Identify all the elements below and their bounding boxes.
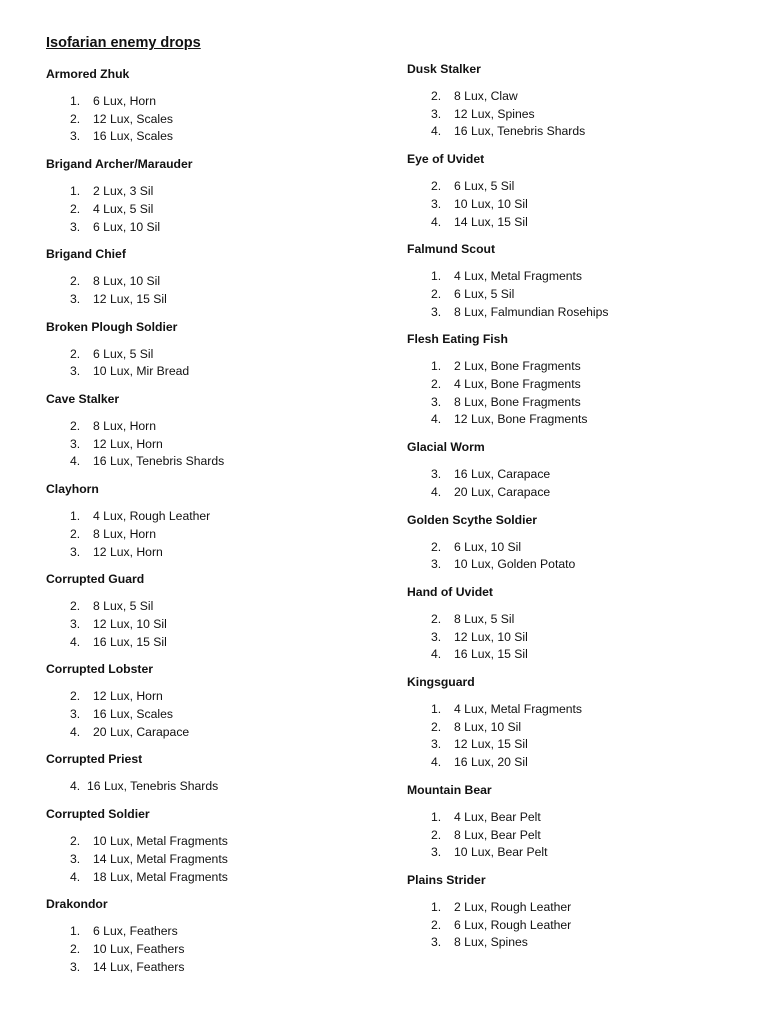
drop-number: 2. — [431, 917, 442, 932]
drop-item — [46, 598, 376, 616]
left-column — [46, 66, 376, 986]
drop-text: 10 Lux, Golden Potato — [454, 557, 576, 572]
drop-item — [46, 93, 376, 111]
drop-text: 16 Lux, 15 Sil — [454, 647, 528, 662]
drop-text: 12 Lux, 10 Sil — [93, 616, 167, 631]
drop-number: 4. — [431, 755, 442, 770]
drop-list — [46, 273, 376, 308]
drop-list — [407, 539, 747, 574]
drop-list — [46, 346, 376, 381]
right-column — [407, 61, 747, 962]
drop-number: 3. — [70, 851, 81, 866]
drop-list — [46, 598, 376, 651]
drop-number: 2. — [70, 834, 81, 849]
drop-item — [46, 291, 376, 309]
drop-list — [46, 508, 376, 561]
drop-text: 12 Lux, 15 Sil — [93, 291, 167, 306]
drop-text: 12 Lux, 15 Sil — [454, 737, 528, 752]
drop-list — [46, 418, 376, 471]
drop-list — [407, 466, 747, 501]
drop-item — [407, 394, 747, 412]
enemy-section-glacial-worm — [407, 439, 747, 501]
drop-text: 8 Lux, 5 Sil — [93, 599, 154, 614]
drop-text: 16 Lux, Tenebris Shards — [93, 454, 225, 469]
drop-item — [46, 508, 376, 526]
enemy-section-corrupted-lobster — [46, 661, 376, 741]
enemy-section-kingsguard — [407, 674, 747, 772]
drop-number: 2. — [70, 201, 81, 216]
enemy-name: Clayhorn — [46, 482, 99, 497]
drop-number: 2. — [431, 377, 442, 392]
drop-item — [46, 346, 376, 364]
drop-item — [407, 214, 747, 232]
drop-number: 3. — [70, 436, 81, 451]
drop-text: 2 Lux, Rough Leather — [454, 899, 572, 914]
enemy-name: Falmund Scout — [407, 242, 496, 257]
drop-number: 1. — [70, 184, 81, 199]
drop-number: 4. — [70, 869, 81, 884]
drop-text: 4 Lux, Bear Pelt — [454, 809, 541, 824]
enemy-section-brigand-archer-marauder — [46, 156, 376, 236]
drop-item — [46, 688, 376, 706]
drop-number: 3. — [431, 935, 442, 950]
enemy-section-golden-scythe-soldier — [407, 512, 747, 574]
drop-text: 8 Lux, Falmundian Rosehips — [454, 304, 609, 319]
enemy-section-cave-stalker — [46, 391, 376, 471]
drop-text: 8 Lux, 10 Sil — [93, 274, 161, 289]
drop-item — [46, 544, 376, 562]
drop-text: 4 Lux, Metal Fragments — [454, 702, 583, 717]
drop-text: 6 Lux, 10 Sil — [93, 219, 161, 234]
drop-number: 3. — [431, 629, 442, 644]
drop-item — [46, 111, 376, 129]
drop-list — [407, 358, 747, 429]
drop-text: 20 Lux, Carapace — [93, 724, 190, 739]
enemy-section-corrupted-soldier — [46, 806, 376, 886]
drop-text: 10 Lux, Bear Pelt — [454, 845, 548, 860]
drop-number: 2. — [70, 941, 81, 956]
drop-item — [407, 358, 747, 376]
drop-number: 4. — [70, 634, 81, 649]
drop-list — [46, 183, 376, 236]
drop-text: 4 Lux, Rough Leather — [93, 509, 211, 524]
drop-number: 3. — [431, 304, 442, 319]
enemy-name: Plains Strider — [407, 872, 486, 887]
drop-number: 1. — [431, 702, 442, 717]
drop-list — [407, 701, 747, 772]
drop-number: 4. — [431, 647, 442, 662]
enemy-name: Broken Plough Soldier — [46, 319, 178, 334]
page-title: Isofarian enemy drops — [46, 35, 201, 51]
drop-text: 10 Lux, 10 Sil — [454, 196, 528, 211]
enemy-name: Kingsguard — [407, 675, 475, 690]
drop-number: 2. — [431, 89, 442, 103]
drop-text: 6 Lux, 5 Sil — [454, 179, 515, 194]
drop-text: 6 Lux, 5 Sil — [454, 286, 515, 301]
drop-item — [407, 629, 747, 647]
drop-item — [407, 466, 747, 484]
drop-text: 8 Lux, 10 Sil — [454, 719, 522, 734]
enemy-name: Glacial Worm — [407, 440, 485, 455]
drop-text: 16 Lux, Tenebris Shards — [454, 124, 586, 139]
enemy-name: Mountain Bear — [407, 782, 492, 797]
drop-number: 3. — [431, 467, 442, 482]
drop-text: 8 Lux, Horn — [93, 526, 157, 541]
enemy-name: Golden Scythe Soldier — [407, 512, 538, 527]
enemy-section-falmund-scout — [407, 241, 747, 321]
drop-item — [46, 219, 376, 237]
drop-item — [407, 701, 747, 719]
enemy-section-drakondor — [46, 896, 376, 976]
enemy-section-corrupted-priest — [46, 751, 376, 796]
drop-text: 6 Lux, Feathers — [93, 924, 178, 939]
drop-item — [407, 754, 747, 772]
drop-number: 1. — [70, 509, 81, 524]
drop-number: 3. — [431, 196, 442, 211]
drop-text: 20 Lux, Carapace — [454, 484, 551, 499]
drop-list — [407, 809, 747, 862]
drop-number: 2. — [70, 526, 81, 541]
drop-number: 2. — [431, 179, 442, 194]
drop-text: 12 Lux, Scales — [93, 111, 173, 126]
drop-item — [407, 934, 747, 952]
drop-number: 3. — [70, 544, 81, 559]
enemy-section-plains-strider — [407, 872, 747, 952]
drop-text: 12 Lux, Horn — [93, 436, 163, 451]
drop-text: 14 Lux, 15 Sil — [454, 214, 528, 229]
drop-list — [407, 178, 747, 231]
drop-item — [46, 869, 376, 887]
drop-text: 12 Lux, Bone Fragments — [454, 412, 588, 427]
drop-list — [407, 611, 747, 664]
drop-number: 1. — [431, 899, 442, 914]
enemy-name: Drakondor — [46, 897, 108, 912]
drop-text: 4 Lux, Bone Fragments — [454, 377, 581, 392]
enemy-name: Corrupted Guard — [46, 572, 145, 587]
drop-number: 3. — [70, 129, 81, 144]
drop-number: 2. — [70, 689, 81, 704]
drop-number: 4. — [70, 454, 81, 469]
drop-item — [407, 539, 747, 557]
drop-item — [46, 851, 376, 869]
drop-number: 2. — [431, 719, 442, 734]
drop-number: 2. — [70, 111, 81, 126]
drop-item — [407, 917, 747, 935]
drop-text: 2 Lux, 3 Sil — [93, 184, 154, 199]
drop-item — [46, 183, 376, 201]
drop-number: 2. — [431, 611, 442, 626]
drop-item — [46, 128, 376, 146]
drop-text: 10 Lux, Mir Bread — [93, 364, 190, 379]
drop-number: 3. — [431, 394, 442, 409]
drop-item — [46, 833, 376, 851]
drop-number: 2. — [431, 539, 442, 554]
drop-item — [407, 484, 747, 502]
drop-item — [407, 556, 747, 574]
drop-text: 16 Lux, Carapace — [454, 467, 551, 482]
drop-number: 1. — [431, 809, 442, 824]
drop-text: 6 Lux, 5 Sil — [93, 346, 154, 361]
drop-item — [407, 899, 747, 917]
drop-text: 16 Lux, Tenebris Shards — [87, 779, 219, 794]
drop-number: 3. — [431, 557, 442, 572]
drop-item — [46, 959, 376, 977]
drop-number: 1. — [431, 269, 442, 284]
drop-list — [407, 899, 747, 952]
enemy-name: Corrupted Lobster — [46, 662, 153, 677]
drop-item — [407, 123, 747, 141]
drop-item — [407, 844, 747, 862]
enemy-name: Eye of Uvidet — [407, 152, 485, 167]
drop-item — [407, 736, 747, 754]
drop-number: 4. — [70, 724, 81, 739]
drop-item — [407, 809, 747, 827]
enemy-section-broken-plough-soldier — [46, 319, 376, 381]
drop-item — [407, 827, 747, 845]
drop-text: 8 Lux, Bone Fragments — [454, 394, 581, 409]
drop-number: 2. — [431, 827, 442, 842]
drop-number: 2. — [431, 286, 442, 301]
drop-text: 10 Lux, Metal Fragments — [93, 834, 228, 849]
drop-number: 4. — [431, 124, 442, 139]
enemy-name: Corrupted Soldier — [46, 807, 150, 822]
drop-item — [407, 286, 747, 304]
drop-item — [407, 719, 747, 737]
drop-text: 4 Lux, Metal Fragments — [454, 269, 583, 284]
drop-number: 3. — [70, 291, 81, 306]
enemy-name: Hand of Uvidet — [407, 584, 493, 599]
drop-item — [407, 304, 747, 322]
drop-number: 1. — [431, 359, 442, 374]
drop-item — [46, 453, 376, 471]
drop-number: 3. — [431, 845, 442, 860]
drop-item — [407, 106, 747, 124]
drop-item — [46, 941, 376, 959]
drop-list — [46, 833, 376, 886]
drop-item — [46, 526, 376, 544]
enemy-section-brigand-chief — [46, 246, 376, 308]
drop-text: 8 Lux, Bear Pelt — [454, 827, 541, 842]
drop-number: 4. — [431, 214, 442, 229]
drop-text: 12 Lux, Horn — [93, 544, 163, 559]
drop-number: 1. — [70, 94, 81, 108]
enemy-name: Cave Stalker — [46, 392, 120, 407]
drop-text: 10 Lux, Feathers — [93, 941, 185, 956]
drop-list — [46, 688, 376, 741]
enemy-section-flesh-eating-fish — [407, 331, 747, 429]
drop-number: 3. — [70, 707, 81, 722]
drop-number: 3. — [70, 364, 81, 379]
drop-text: 16 Lux, 15 Sil — [93, 634, 167, 649]
drop-text: 18 Lux, Metal Fragments — [93, 869, 228, 884]
drop-number: 3. — [431, 737, 442, 752]
drop-item — [407, 611, 747, 629]
drop-item — [46, 923, 376, 941]
drop-list — [46, 93, 376, 146]
drop-item — [46, 273, 376, 291]
enemy-section-armored-zhuk — [46, 66, 376, 146]
drop-text: 6 Lux, 10 Sil — [454, 539, 522, 554]
drop-text: 16 Lux, Scales — [93, 707, 173, 722]
drop-text: 14 Lux, Feathers — [93, 959, 185, 974]
drop-item — [407, 646, 747, 664]
drop-item — [46, 778, 376, 796]
drop-number: 2. — [70, 599, 81, 614]
drop-number: 4. — [431, 484, 442, 499]
drop-item — [46, 418, 376, 436]
drop-item — [407, 411, 747, 429]
enemy-name: Armored Zhuk — [46, 67, 130, 81]
drop-text: 8 Lux, Claw — [454, 89, 518, 103]
enemy-section-eye-of-uvidet — [407, 151, 747, 231]
drop-text: 12 Lux, 10 Sil — [454, 629, 528, 644]
enemy-name: Brigand Archer/Marauder — [46, 157, 193, 172]
drop-item — [407, 376, 747, 394]
enemy-section-corrupted-guard — [46, 571, 376, 651]
drop-item — [46, 201, 376, 219]
drop-number: 3. — [70, 616, 81, 631]
drop-item — [407, 88, 747, 106]
drop-number: 3. — [70, 219, 81, 234]
drop-number: 2. — [70, 346, 81, 361]
enemy-section-hand-of-uvidet — [407, 584, 747, 664]
drop-text: 16 Lux, Scales — [93, 129, 173, 144]
drop-list — [46, 923, 376, 976]
drop-number: 2. — [70, 419, 81, 434]
drop-text: 2 Lux, Bone Fragments — [454, 359, 581, 374]
drop-item — [407, 196, 747, 214]
enemy-section-dusk-stalker — [407, 61, 747, 141]
drop-number: 4. — [431, 412, 442, 427]
drop-item — [46, 363, 376, 381]
drop-text: 12 Lux, Horn — [93, 689, 163, 704]
enemy-name: Flesh Eating Fish — [407, 332, 508, 347]
drop-number: 2. — [70, 274, 81, 289]
drop-text: 8 Lux, 5 Sil — [454, 611, 515, 626]
drop-text: 4 Lux, 5 Sil — [93, 201, 154, 216]
enemy-name: Corrupted Priest — [46, 752, 143, 767]
drop-item — [46, 706, 376, 724]
drop-item — [46, 436, 376, 454]
drop-item — [46, 634, 376, 652]
drop-list — [46, 778, 376, 796]
drop-text: 6 Lux, Horn — [93, 94, 157, 108]
enemy-section-clayhorn — [46, 481, 376, 561]
drop-text: 6 Lux, Rough Leather — [454, 917, 572, 932]
drop-item — [46, 724, 376, 742]
enemy-section-mountain-bear — [407, 782, 747, 862]
drop-text: 8 Lux, Spines — [454, 935, 528, 950]
drop-text: 12 Lux, Spines — [454, 106, 535, 121]
drop-item — [407, 268, 747, 286]
enemy-name: Brigand Chief — [46, 247, 126, 262]
drop-number: 4. — [70, 779, 81, 794]
drop-item — [407, 178, 747, 196]
drop-text: 8 Lux, Horn — [93, 419, 157, 434]
drop-number: 1. — [70, 924, 81, 939]
drop-number: 3. — [431, 106, 442, 121]
drop-text: 16 Lux, 20 Sil — [454, 755, 528, 770]
drop-list — [407, 88, 747, 141]
drop-text: 14 Lux, Metal Fragments — [93, 851, 228, 866]
drop-number: 3. — [70, 959, 81, 974]
drop-list — [407, 268, 747, 321]
drop-item — [46, 616, 376, 634]
enemy-name: Dusk Stalker — [407, 62, 481, 76]
